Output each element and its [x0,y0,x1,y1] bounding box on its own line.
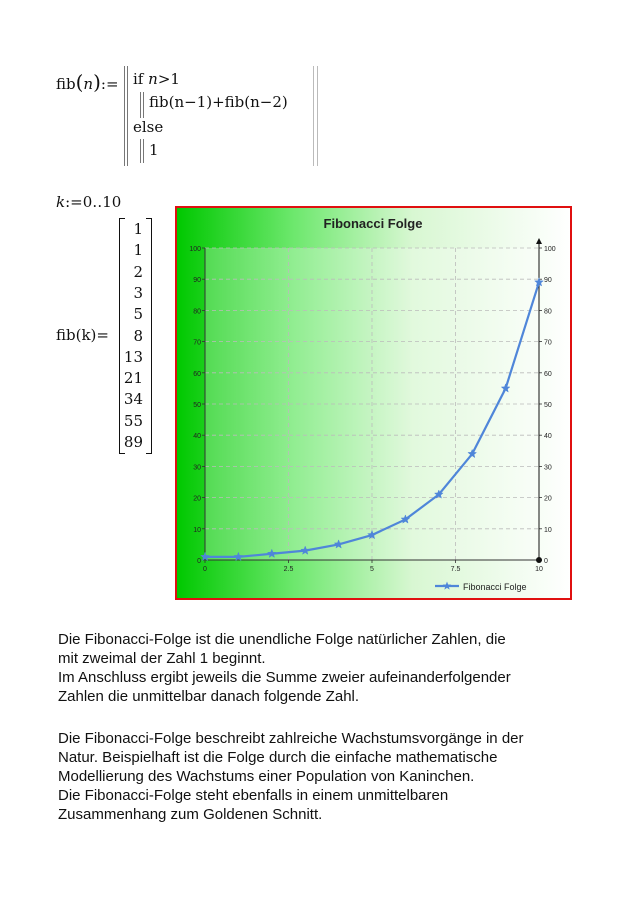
recursive-call-1: fib(n−1) [149,93,213,111]
chart-title: Fibonacci Folge [323,216,423,231]
definition-lhs: fib(n):= [56,70,119,94]
legend-label: Fibonacci Folge [463,582,527,592]
plus-op: + [212,93,225,111]
x-tick-label: 10 [535,566,543,573]
para2-line2: Natur. Beispielhaft ist die Folge durch die einfache mathematische [58,749,498,766]
range-expr: 0‥10 [82,193,122,211]
program-bar-outer-left-2 [127,66,128,166]
y-tick-label-right: 60 [544,370,552,378]
y-tick-label-left: 0 [197,558,201,565]
y-tick-label-left: 20 [193,495,201,503]
else-keyword: else [133,118,164,136]
vector-entry: 55 [123,411,143,430]
vector-entry: 3 [133,283,143,302]
func-arg: n [83,75,94,93]
vector-entry: 1 [133,241,143,260]
y-tick-label-right: 50 [544,402,552,409]
y-tick-label-right: 90 [544,277,552,285]
vector-entry: 21 [123,369,143,388]
assign-op: := [100,75,119,93]
y-tick-label-left: 10 [193,526,201,534]
y-tick-label-right: 0 [544,558,548,565]
y-tick-label-right: 40 [544,433,552,441]
inner-bar-1b [143,92,144,118]
if-line [133,70,180,88]
vector-entry: 1 [133,220,143,238]
program-bar-outer-right [313,66,314,166]
y-tick-label-right: 30 [544,464,552,472]
y-tick-label-left: 40 [193,433,201,441]
y-tick-label-left: 60 [193,370,201,378]
vector-entry: 34 [123,390,143,409]
chart-frame [175,206,572,600]
y-tick-label-right: 80 [544,308,552,316]
axis-origin-dot [536,557,542,563]
para1-line2: mit zweimal der Zahl 1 beginnt. [58,650,266,667]
base-value: 1 [149,141,159,159]
y-tick-label-right: 10 [544,526,552,534]
vector-entry: 89 [123,433,143,451]
y-tick-label-right: 100 [544,246,556,253]
legend-marker [443,582,452,590]
y-tick-label-left: 80 [193,308,201,316]
inner-bar-2b [143,139,144,163]
vector-entry: 5 [133,305,143,324]
range-definition [56,193,121,211]
y-tick-label-left: 50 [193,402,201,409]
y-tick-label-left: 100 [189,246,201,253]
program-bar-outer-left [124,66,125,166]
condition-rest: >1 [157,70,180,88]
recursive-line [149,93,288,111]
para2-line5: Zusammenhang zum Goldenen Schnitt. [58,806,323,823]
y-axis-arrow [536,238,542,244]
range-var: k [56,193,66,211]
vector-entry: 2 [133,262,143,281]
vector-bracket-right [146,218,152,454]
y-tick-label-right: 70 [544,339,552,347]
para2-line3: Modellierung des Wachstums einer Population von Kaninchen. [58,768,475,785]
inner-bar-1a [140,92,141,118]
paragraph-1 [58,630,618,706]
y-tick-label-left: 30 [193,464,201,472]
x-tick-label: 5 [370,566,374,573]
para1-line4: Zahlen die unmittelbar danach folgende Zahl. [58,688,360,705]
inner-bar-2a [140,139,141,163]
result-lhs-text: fib(k) [56,326,97,344]
y-tick-label-left: 90 [193,277,201,285]
x-tick-label: 2.5 [283,566,294,573]
x-tick-label: 0 [203,566,207,573]
para2-line1: Die Fibonacci-Folge beschreibt zahlreiche Wachstumsvorgänge in der [58,730,524,747]
condition-var: n [148,70,158,88]
recursive-call-2: fib(n−2) [224,93,288,111]
result-lhs [56,326,109,344]
y-tick-label-left: 70 [193,339,201,347]
fibonacci-chart [177,208,570,598]
func-name: fib [56,75,76,93]
range-assign: := [65,193,83,211]
vector-entry: 8 [133,326,143,345]
result-eq: = [96,326,109,344]
x-tick-label: 7.5 [450,566,461,573]
para2-line4: Die Fibonacci-Folge steht ebenfalls in einem unmittelbaren [58,787,449,804]
if-keyword: if [133,70,144,88]
para1-line3: Im Anschluss ergibt jeweils die Summe zweier aufeinanderfolgender [58,669,511,686]
program-bar-outer-right-2 [317,66,318,166]
para1-line1: Die Fibonacci-Folge ist die unendliche Folge natürlicher Zahlen, die [58,631,506,648]
vector-entry: 13 [123,347,143,366]
y-tick-label-right: 20 [544,495,552,503]
paragraph-2 [58,729,618,824]
